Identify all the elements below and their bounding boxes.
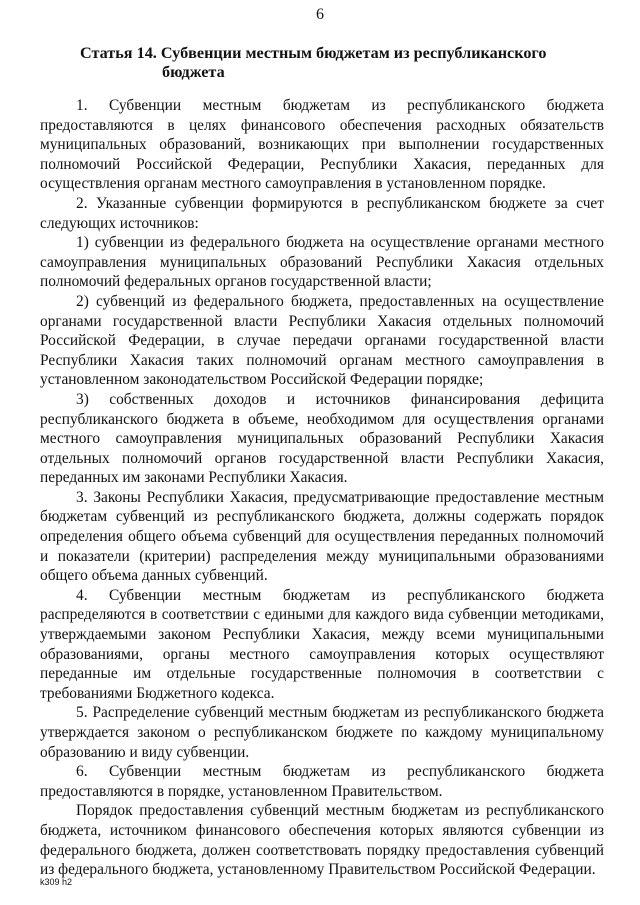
page-number: 6 [316, 6, 324, 23]
paragraph-1: 1. Субвенции местным бюджетам из республиканского бюджета предоставляются в целях финансового обеспечения расходных обязательств муниципальных образований, возникающих при выполнении государственных полномочий Российской Федерации, Республики Хакасия, переданных для осуществления органам местного самоуправления в установленном порядке. [40, 97, 604, 193]
article-body [40, 96, 604, 880]
paragraph-2-item-1: 1) субвенции из федерального бюджета на осуществление органами местного самоуправления муниципальных образований Республики Хакасия отдельных полномочий федеральных органов государственной власти; [40, 234, 604, 291]
paragraph-2-item-3: 3) собственных доходов и источников финансирования дефицита республиканского бюджета в объеме, необходимом для осуществления органами местного самоуправления муниципальных образований Республики Хакасия отдельных полномочий органов государственной власти Республики Хакасия, переданных им законами Республики Хакасия. [40, 390, 604, 487]
article-heading [80, 44, 600, 82]
paragraph-2: 2. Указанные субвенции формируются в республиканском бюджете за счет следующих источников: [40, 194, 604, 232]
paragraph-2-item-2: 2) субвенций из федерального бюджета, предоставленных на осуществление органами государственной власти Республики Хакасия отдельных полномочий Российской Федерации, в случае передачи органами государственной власти Республики Хакасия таких полномочий органам местного самоуправления в установленном законодательством Российской Федерации порядке; [40, 292, 604, 389]
paragraph-5: 5. Распределение субвенций местным бюджетам из республиканского бюджета утверждается законом о республиканском бюджете по каждому муниципальному образованию и виду субвенции. [40, 704, 604, 761]
paragraph-procedure: Порядок предоставления субвенций местным бюджетам из республиканского бюджета, источником финансового обеспечения которых являются субвенции из федерального бюджета, должен соответствовать порядку предоставления субвенций из федерального бюджета, установленному Правительством Российской Федерации. [40, 802, 604, 879]
article-heading-line-1: Статья 14. Субвенции местным бюджетам из республиканского [80, 44, 547, 62]
footer-document-code: k309 h2 [40, 877, 73, 887]
article-heading-line-2: бюджета [162, 63, 225, 81]
paragraph-4: 4. Субвенции местным бюджетам из республиканского бюджета распределяются в соответствии с едиными для каждого вида субвенции методиками, утверждаемыми законом Республики Хакасия, между всеми муниципальными образованиями, органы местного самоуправления которых осуществляют переданные им отдельные государственные полномочия в соответствии с требованиями Бюджетного кодекса. [40, 586, 604, 702]
paragraph-6: 6. Субвенции местным бюджетам из республиканского бюджета предоставляются в порядке, установленном Правительством. [40, 763, 604, 800]
paragraph-3: 3. Законы Республики Хакасия, предусматривающие предоставление местным бюджетам субвенций из республиканского бюджета, должны содержать порядок определения общего объема субвенций для осуществления переданных полномочий и показатели (критерии) распределения между муниципальными образованиями общего объема данных субвенций. [40, 488, 604, 585]
